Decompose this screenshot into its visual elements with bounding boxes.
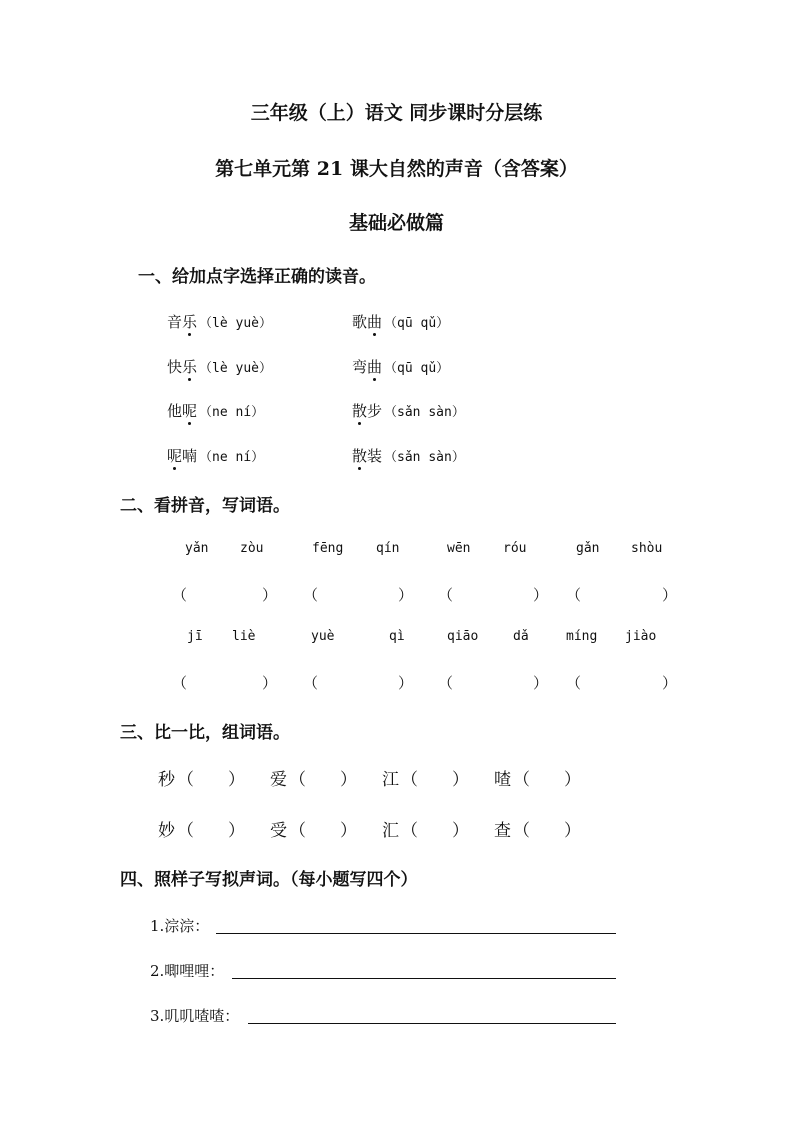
section-2-heading: 二、看拼音，写词语。: [120, 496, 290, 516]
section-1-heading: 一、给加点字选择正确的读音。: [138, 267, 376, 287]
pinyin-syllable: liè: [232, 629, 256, 644]
blank-close-paren: ）: [398, 674, 414, 692]
blank-open-paren: （: [303, 586, 319, 604]
pinyin-options: （ne ní）: [199, 450, 265, 465]
compare-character: 妙: [158, 821, 175, 841]
dotted-character: 散: [352, 447, 368, 465]
answer-line[interactable]: [248, 1023, 616, 1024]
word-answer-blank[interactable]: [321, 584, 396, 604]
word-answer-blank[interactable]: [456, 672, 531, 692]
pinyin-syllable: zòu: [240, 541, 264, 556]
dotted-character: 呢: [167, 447, 183, 465]
word-suffix: 装: [367, 447, 383, 465]
word-answer-blank[interactable]: （ ）: [513, 770, 581, 790]
section-3-heading: 三、比一比，组词语。: [120, 723, 290, 743]
page-subtitle: 第七单元第 21 课大自然的声音（含答案）: [215, 158, 578, 180]
compare-item: [382, 816, 469, 841]
page-title: 三年级（上）语文 同步课时分层练: [250, 102, 543, 124]
pinyin-syllable: qiāo: [447, 629, 479, 644]
onomatopoeia-prompt: 2.唧哩哩：: [150, 962, 225, 980]
compare-item: [382, 765, 469, 790]
blank-open-paren: （: [438, 674, 454, 692]
blank-close-paren: ）: [262, 674, 278, 692]
pinyin-options: （ne ní）: [199, 405, 265, 420]
dotted-character: 散: [352, 402, 368, 420]
pinyin-options: （lè yuè）: [199, 316, 272, 331]
pinyin-options: （sǎn sàn）: [384, 405, 465, 420]
word-answer-blank[interactable]: [584, 584, 660, 604]
word-prefix: 弯: [352, 358, 368, 376]
word-prefix: 快: [167, 358, 183, 376]
word-answer-blank[interactable]: [321, 672, 396, 692]
compare-character: 江: [382, 770, 399, 790]
compare-item: [494, 816, 581, 841]
word-prefix: 他: [167, 402, 183, 420]
word-answer-blank[interactable]: （ ）: [177, 770, 245, 790]
onomatopoeia-prompt: 1.淙淙：: [150, 917, 210, 935]
word-answer-blank[interactable]: [584, 672, 660, 692]
compare-item: [158, 816, 245, 841]
pronunciation-item: [167, 356, 272, 377]
compare-character: 受: [270, 821, 287, 841]
pinyin-syllable: míng: [566, 629, 598, 644]
pinyin-syllable: yǎn: [185, 541, 209, 556]
word-answer-blank[interactable]: （ ）: [289, 821, 357, 841]
compare-character: 查: [494, 821, 511, 841]
blank-open-paren: （: [566, 674, 582, 692]
pinyin-syllable: gǎn: [576, 541, 600, 556]
word-suffix: 喃: [182, 447, 198, 465]
word-answer-blank[interactable]: （ ）: [401, 770, 469, 790]
dotted-character: 曲: [367, 358, 383, 376]
pronunciation-item: [167, 311, 272, 332]
pinyin-options: （qū qǔ）: [384, 316, 450, 331]
pinyin-syllable: jiào: [625, 629, 657, 644]
blank-close-paren: ）: [662, 586, 678, 604]
compare-character: 喳: [494, 770, 511, 790]
pinyin-syllable: qín: [376, 541, 400, 556]
onomatopoeia-prompt: 3.叽叽喳喳：: [150, 1007, 240, 1025]
answer-line[interactable]: [232, 978, 616, 979]
blank-open-paren: （: [303, 674, 319, 692]
pinyin-syllable: yuè: [311, 629, 335, 644]
pinyin-syllable: róu: [503, 541, 527, 556]
dotted-character: 乐: [182, 313, 198, 331]
pronunciation-item: [352, 356, 449, 377]
word-answer-blank[interactable]: [456, 584, 531, 604]
blank-close-paren: ）: [262, 586, 278, 604]
word-suffix: 步: [367, 402, 383, 420]
dotted-character: 呢: [182, 402, 198, 420]
blank-open-paren: （: [172, 674, 188, 692]
compare-character: 汇: [382, 821, 399, 841]
blank-close-paren: ）: [662, 674, 678, 692]
word-answer-blank[interactable]: [190, 672, 260, 692]
pronunciation-item: [352, 445, 465, 466]
blank-open-paren: （: [438, 586, 454, 604]
pronunciation-item: [352, 400, 465, 421]
dotted-character: 乐: [182, 358, 198, 376]
section-4-heading: 四、照样子写拟声词。（每小题写四个）: [120, 870, 418, 890]
word-answer-blank[interactable]: （ ）: [513, 821, 581, 841]
compare-character: 秒: [158, 770, 175, 790]
pinyin-options: （qū qǔ）: [384, 361, 450, 376]
blank-close-paren: ）: [533, 674, 549, 692]
word-answer-blank[interactable]: （ ）: [177, 821, 245, 841]
blank-open-paren: （: [566, 586, 582, 604]
word-prefix: 音: [167, 313, 183, 331]
pinyin-options: （lè yuè）: [199, 361, 272, 376]
pinyin-syllable: jī: [187, 629, 203, 644]
blank-open-paren: （: [172, 586, 188, 604]
blank-close-paren: ）: [533, 586, 549, 604]
section-level-title: 基础必做篇: [348, 212, 444, 234]
word-answer-blank[interactable]: （ ）: [401, 821, 469, 841]
pronunciation-item: [167, 400, 264, 421]
word-answer-blank[interactable]: [190, 584, 260, 604]
compare-item: [270, 816, 357, 841]
dotted-character: 曲: [367, 313, 383, 331]
word-answer-blank[interactable]: （ ）: [289, 770, 357, 790]
compare-item: [494, 765, 581, 790]
pinyin-syllable: dǎ: [513, 629, 529, 644]
pinyin-syllable: fēng: [312, 541, 344, 556]
answer-line[interactable]: [216, 933, 616, 934]
pinyin-syllable: shòu: [631, 541, 663, 556]
pinyin-syllable: wēn: [447, 541, 471, 556]
blank-close-paren: ）: [398, 586, 414, 604]
pronunciation-item: [167, 445, 264, 466]
word-prefix: 歌: [352, 313, 368, 331]
compare-item: [270, 765, 357, 790]
compare-character: 爱: [270, 770, 287, 790]
pinyin-options: （sǎn sàn）: [384, 450, 465, 465]
pronunciation-item: [352, 311, 449, 332]
pinyin-syllable: qì: [389, 629, 405, 644]
compare-item: [158, 765, 245, 790]
